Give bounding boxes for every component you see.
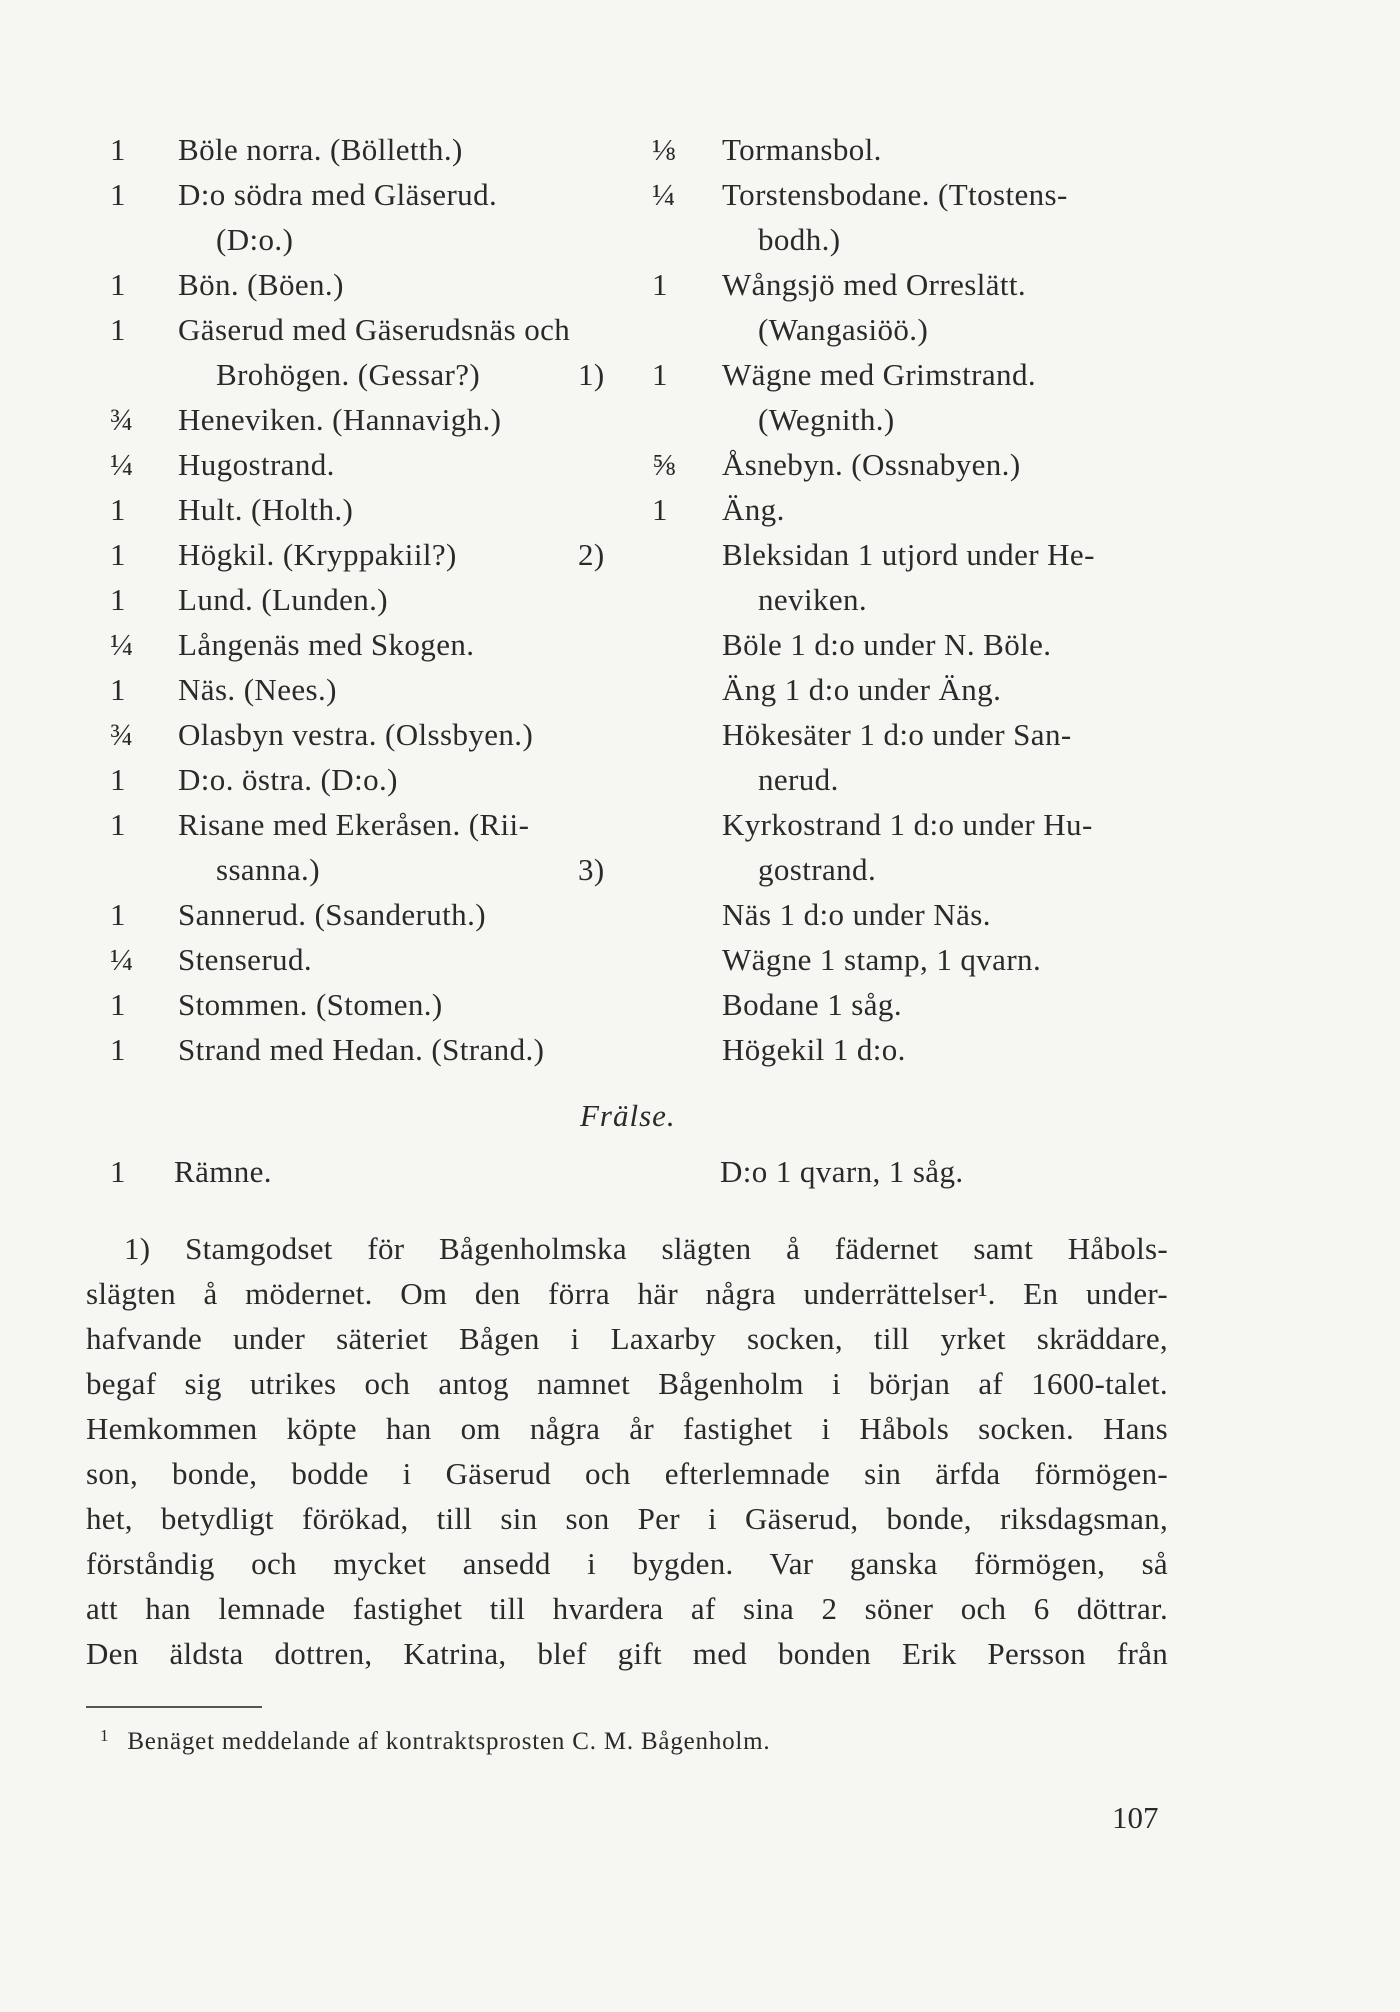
entry-share: 1 xyxy=(110,762,126,797)
entry-share: 1 xyxy=(110,492,126,527)
paragraph-line: förståndig och mycket ansedd i bygden. Var ganska förmögen, så xyxy=(86,1546,1168,1581)
entry-name: Böle 1 d:o under N. Böle. xyxy=(722,627,1052,662)
entry-share: 1 xyxy=(110,582,126,617)
entry-share: 1 xyxy=(110,132,126,167)
entry-name: gostrand. xyxy=(758,852,877,887)
entry-share: 1 xyxy=(110,1154,126,1189)
entry-name: (Wangasiöö.) xyxy=(758,312,929,347)
entry-share: 1 xyxy=(110,897,126,932)
paragraph-line: Hemkommen köpte han om några år fastighet i Håbols socken. Hans xyxy=(86,1411,1168,1446)
entry-name: Heneviken. (Hannavigh.) xyxy=(178,402,502,437)
entry-name: Näs. (Nees.) xyxy=(178,672,337,707)
section-heading-fralse: Frälse. xyxy=(580,1098,676,1133)
entry-name: D:o. östra. (D:o.) xyxy=(178,762,398,797)
entry-share: 1 xyxy=(110,267,126,302)
entry-share: 1 xyxy=(652,492,668,527)
paragraph-line: att han lemnade fastighet till hvardera af sina 2 söner och 6 döttrar. xyxy=(86,1591,1168,1626)
footnote-ref: 3) xyxy=(578,852,605,887)
entry-share: ¼ xyxy=(110,447,134,482)
entry-name: (D:o.) xyxy=(216,222,294,257)
paragraph-line: Den äldsta dottren, Katrina, blef gift med bonden Erik Persson från xyxy=(86,1636,1168,1671)
entry-name: Högekil 1 d:o. xyxy=(722,1032,906,1067)
entry-name: Torstensbodane. (Ttostens- xyxy=(722,177,1068,212)
entry-name: Rämne. xyxy=(174,1154,272,1189)
footnote-ref: 1) xyxy=(578,357,605,392)
entry-share: 1 xyxy=(110,177,126,212)
footnote-ref: 2) xyxy=(578,537,605,572)
entry-name: Näs 1 d:o under Näs. xyxy=(722,897,991,932)
entry-name: Hult. (Holth.) xyxy=(178,492,354,527)
entry-name: Wångsjö med Orreslätt. xyxy=(722,267,1027,302)
entry-name: Stommen. (Stomen.) xyxy=(178,987,443,1022)
entry-name: D:o 1 qvarn, 1 såg. xyxy=(720,1154,964,1189)
entry-name: ssanna.) xyxy=(216,852,320,887)
entry-name: (Wegnith.) xyxy=(758,402,895,437)
entry-name: Wägne med Grimstrand. xyxy=(722,357,1036,392)
footnote-text: Benäget meddelande af kontraktsprosten C. M. Bågenholm. xyxy=(127,1728,771,1755)
entry-name: Bön. (Böen.) xyxy=(178,267,344,302)
paragraph-line: slägten å mödernet. Om den förra här några underrättelser¹. En under- xyxy=(86,1276,1168,1311)
page-number: 107 xyxy=(1112,1800,1159,1835)
entry-name: Bleksidan 1 utjord under He- xyxy=(722,537,1095,572)
entry-name: Lund. (Lunden.) xyxy=(178,582,389,617)
entry-name: Hugostrand. xyxy=(178,447,335,482)
entry-name: Kyrkostrand 1 d:o under Hu- xyxy=(722,807,1093,842)
entry-name: Äng 1 d:o under Äng. xyxy=(722,672,1002,707)
entry-share: 1 xyxy=(110,987,126,1022)
entry-name: Stenserud. xyxy=(178,942,313,977)
entry-share: 1 xyxy=(110,1032,126,1067)
entry-name: Gäserud med Gäserudsnäs och xyxy=(178,312,571,347)
entry-name: D:o södra med Gläserud. xyxy=(178,177,498,212)
paragraph-line: son, bonde, bodde i Gäserud och efterlemnade sin ärfda förmögen- xyxy=(86,1456,1168,1491)
entry-name: Långenäs med Skogen. xyxy=(178,627,475,662)
entry-name: Åsnebyn. (Ossnabyen.) xyxy=(722,447,1021,482)
entry-name: Tormansbol. xyxy=(722,132,882,167)
entry-share: ⅝ xyxy=(652,447,676,482)
entry-name: bodh.) xyxy=(758,222,841,257)
entry-share: 1 xyxy=(110,807,126,842)
entry-name: Hökesäter 1 d:o under San- xyxy=(722,717,1072,752)
entry-name: Äng. xyxy=(722,492,785,527)
entry-share: ¾ xyxy=(110,402,134,437)
entry-share: ¼ xyxy=(652,177,676,212)
footnote xyxy=(100,1716,770,1762)
entry-name: Strand med Hedan. (Strand.) xyxy=(178,1032,545,1067)
entry-name: neviken. xyxy=(758,582,868,617)
entry-name: Sannerud. (Ssanderuth.) xyxy=(178,897,486,932)
entry-share: ¼ xyxy=(110,627,134,662)
entry-share: 1 xyxy=(110,672,126,707)
entry-name: Brohögen. (Gessar?) xyxy=(216,357,481,392)
entry-share: ⅛ xyxy=(652,132,676,167)
paragraph-line: begaf sig utrikes och antog namnet Bågenholm i början af 1600-talet. xyxy=(86,1366,1168,1401)
entry-name: Wägne 1 stamp, 1 qvarn. xyxy=(722,942,1042,977)
paragraph-line: 1) Stamgodset för Bågenholmska slägten å fädernet samt Håbols- xyxy=(124,1231,1168,1266)
entry-share: ¾ xyxy=(110,717,134,752)
paragraph-line: hafvande under säteriet Bågen i Laxarby socken, till yrket skräddare, xyxy=(86,1321,1168,1356)
entry-share: 1 xyxy=(110,312,126,347)
entry-name: Olasbyn vestra. (Olssbyen.) xyxy=(178,717,534,752)
paragraph-line: het, betydligt förökad, till sin son Per i Gäserud, bonde, riksdagsman, xyxy=(86,1501,1168,1536)
entry-share: 1 xyxy=(110,537,126,572)
footnote-rule xyxy=(86,1706,262,1708)
entry-name: Risane med Ekeråsen. (Rii- xyxy=(178,807,530,842)
entry-name: Högkil. (Kryppakiil?) xyxy=(178,537,457,572)
entry-name: Böle norra. (Bölletth.) xyxy=(178,132,463,167)
entry-share: 1 xyxy=(652,267,668,302)
entry-share: ¼ xyxy=(110,942,134,977)
footnote-marker: 1 xyxy=(100,1726,110,1745)
entry-name: nerud. xyxy=(758,762,839,797)
entry-name: Bodane 1 såg. xyxy=(722,987,902,1022)
entry-share: 1 xyxy=(652,357,668,392)
